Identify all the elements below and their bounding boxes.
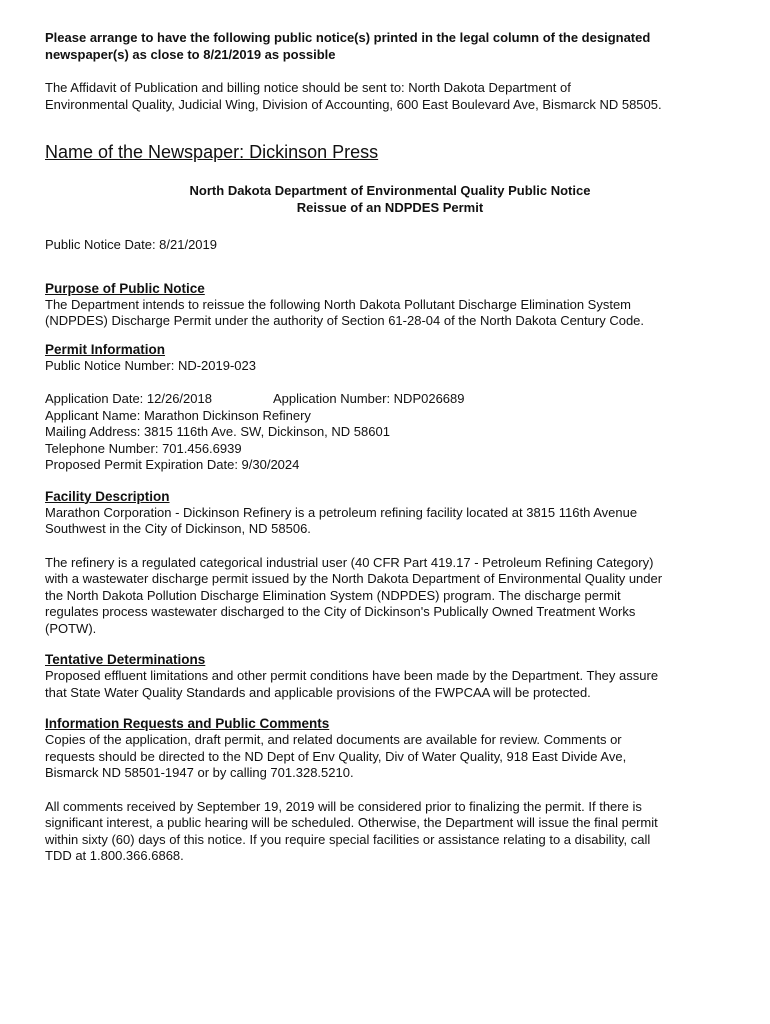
information-requests-section — [45, 715, 735, 865]
notice-title — [45, 183, 735, 216]
body-line: TDD at 1.800.366.6868. — [45, 848, 184, 863]
body-line: Southwest in the City of Dickinson, ND 58506. — [45, 521, 311, 536]
notice-subtitle-line: Reissue of an NDPDES Permit — [296, 199, 484, 215]
comments-paragraph — [45, 799, 735, 865]
notice-title-line: North Dakota Department of Environmental Quality Public Notice — [189, 183, 591, 198]
facility-paragraph — [45, 555, 735, 638]
application-row — [45, 391, 735, 408]
instruction-line: Please arrange to have the following public notice(s) printed in the legal column of the designated — [45, 30, 651, 45]
body-line: with a wastewater discharge permit issued by the North Dakota Department of Environmental Quality under — [45, 571, 663, 586]
facility-description-section — [45, 488, 735, 638]
body-line: the North Dakota Pollution Discharge Elimination System (NDPDES) program. The discharge permit — [45, 587, 621, 603]
body-line: The refinery is a regulated categorical industrial user (40 CFR Part 419.17 - Petroleum Refining Category) — [45, 554, 654, 570]
public-notice-date: Public Notice Date: 8/21/2019 — [45, 237, 217, 252]
body-line: Copies of the application, draft permit, and related documents are available for review. Comments or — [45, 732, 622, 747]
section-heading: Information Requests and Public Comments — [45, 716, 330, 731]
body-line: Marathon Corporation - Dickinson Refinery is a petroleum refining facility located at 3815 116th Avenue — [45, 504, 638, 520]
body-line: significant interest, a public hearing will be scheduled. Otherwise, the Department will issue the final permit — [45, 815, 658, 830]
body-line: The Department intends to reissue the following North Dakota Pollutant Discharge Elimination System — [45, 296, 632, 312]
publication-instructions — [45, 30, 735, 113]
body-line: within sixty (60) days of this notice. If you require special facilities or assistance relating to a disability, call — [45, 831, 651, 847]
permit-information-section — [45, 341, 735, 474]
mailing-address: Mailing Address: 3815 116th Ave. SW, Dickinson, ND 58601 — [45, 424, 390, 439]
affidavit-line: Environmental Quality, Judicial Wing, Division of Accounting, 600 East Boulevard Ave, Bismarck ND 58505. — [45, 96, 662, 112]
application-number: Application Number: NDP026689 — [273, 391, 465, 406]
section-heading: Facility Description — [45, 488, 170, 504]
section-heading: Tentative Determinations — [45, 652, 206, 667]
tentative-determinations-section — [45, 651, 735, 701]
body-line: requests should be directed to the ND Dept of Env Quality, Div of Water Quality, 918 East Divide Ave, — [45, 748, 627, 764]
instruction-line: newspaper(s) as close to 8/21/2019 as possible — [45, 46, 336, 62]
newspaper-name: Name of the Newspaper: Dickinson Press — [45, 142, 379, 162]
body-line: (POTW). — [45, 620, 97, 636]
notice-number: Public Notice Number: ND-2019-023 — [45, 357, 256, 373]
affidavit-line: The Affidavit of Publication and billing notice should be sent to: North Dakota Department of — [45, 80, 571, 95]
applicant-name: Applicant Name: Marathon Dickinson Refinery — [45, 407, 311, 423]
body-line: regulates process wastewater discharged to the City of Dickinson's Publically Owned Treatment Works — [45, 604, 636, 619]
telephone-number: Telephone Number: 701.456.6939 — [45, 440, 242, 456]
public-notice-document — [45, 30, 735, 865]
application-date: Application Date: 12/26/2018 — [45, 391, 212, 406]
purpose-section — [45, 280, 735, 330]
body-line: All comments received by September 19, 2019 will be considered prior to finalizing the permit. If there is — [45, 798, 642, 814]
body-line: that State Water Quality Standards and applicable provisions of the FWPCAA will be protected. — [45, 684, 591, 700]
section-heading: Permit Information — [45, 341, 166, 357]
body-line: Bismarck ND 58501-1947 or by calling 701.328.5210. — [45, 765, 354, 780]
section-heading: Purpose of Public Notice — [45, 280, 205, 296]
expiration-date: Proposed Permit Expiration Date: 9/30/2024 — [45, 457, 300, 472]
body-line: Proposed effluent limitations and other permit conditions have been made by the Department. They assure — [45, 668, 659, 683]
body-line: (NDPDES) Discharge Permit under the authority of Section 61-28-04 of the North Dakota Century Code. — [45, 313, 645, 328]
